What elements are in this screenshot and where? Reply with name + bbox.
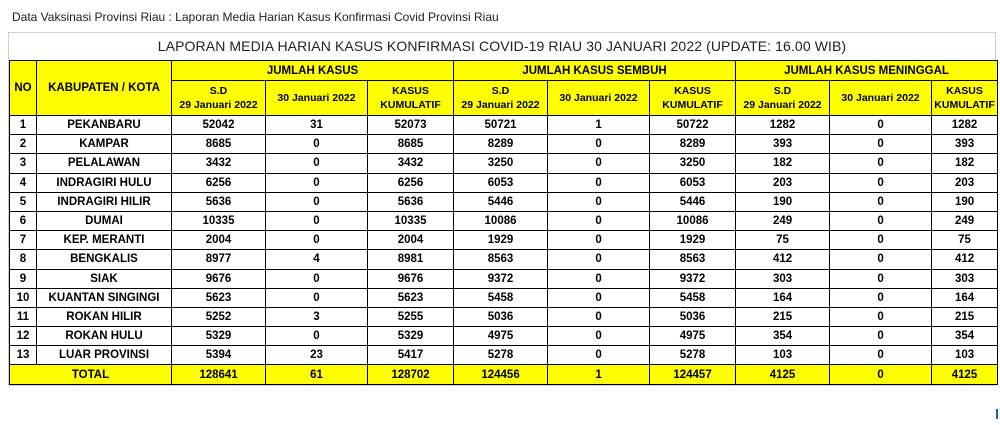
row-value-cell: 0 bbox=[266, 173, 368, 192]
row-value-cell: 50722 bbox=[650, 116, 736, 135]
row-value-cell: 8289 bbox=[650, 135, 736, 154]
row-value-cell: 6053 bbox=[650, 173, 736, 192]
row-value-cell: 0 bbox=[266, 327, 368, 346]
row-value-cell: 5446 bbox=[650, 192, 736, 211]
row-number: 1 bbox=[10, 116, 37, 135]
row-value-cell: 0 bbox=[830, 231, 932, 250]
row-number: 9 bbox=[10, 269, 37, 288]
row-value-cell: 8563 bbox=[650, 250, 736, 269]
row-value-cell: 0 bbox=[266, 192, 368, 211]
row-value-cell: 8563 bbox=[454, 250, 548, 269]
header-kumulatif-line1: KASUS bbox=[946, 85, 983, 97]
row-value-cell: 8685 bbox=[368, 135, 454, 154]
header-sd-label: S.D bbox=[491, 85, 510, 97]
row-value-cell: 190 bbox=[932, 192, 998, 211]
table-row bbox=[10, 307, 998, 326]
header-kumulatif-line2: KUMULATIF bbox=[380, 99, 441, 111]
row-value-cell: 10086 bbox=[650, 211, 736, 230]
row-number: 6 bbox=[10, 211, 37, 230]
row-value-cell: 1929 bbox=[650, 231, 736, 250]
row-number: 3 bbox=[10, 154, 37, 173]
row-value-cell: 0 bbox=[830, 173, 932, 192]
row-value-cell: 103 bbox=[736, 346, 830, 365]
row-value-cell: 0 bbox=[266, 288, 368, 307]
row-number: 8 bbox=[10, 250, 37, 269]
row-value-cell: 0 bbox=[548, 154, 650, 173]
row-kabupaten-name: LUAR PROVINSI bbox=[37, 346, 172, 365]
row-value-cell: 1282 bbox=[932, 116, 998, 135]
row-value-cell: 0 bbox=[830, 269, 932, 288]
row-number: 4 bbox=[10, 173, 37, 192]
row-value-cell: 2004 bbox=[368, 231, 454, 250]
header-kumulatif-line1: KASUS bbox=[392, 85, 429, 97]
row-value-cell: 5417 bbox=[368, 346, 454, 365]
row-value-cell: 0 bbox=[830, 327, 932, 346]
row-value-cell: 0 bbox=[266, 231, 368, 250]
row-value-cell: 5255 bbox=[368, 307, 454, 326]
total-value-cell: 128641 bbox=[172, 365, 266, 384]
row-number: 7 bbox=[10, 231, 37, 250]
row-value-cell: 8685 bbox=[172, 135, 266, 154]
row-value-cell: 0 bbox=[830, 116, 932, 135]
row-value-cell: 5329 bbox=[172, 327, 266, 346]
header-today-date: 30 Januari 2022 bbox=[277, 92, 356, 104]
row-value-cell: 23 bbox=[266, 346, 368, 365]
row-value-cell: 8977 bbox=[172, 250, 266, 269]
header-today-date: 30 Januari 2022 bbox=[559, 92, 638, 104]
total-value-cell: 4125 bbox=[932, 365, 998, 384]
row-kabupaten-name: SIAK bbox=[37, 269, 172, 288]
header-kumulatif-jumlah-kasus bbox=[368, 81, 454, 116]
row-value-cell: 1282 bbox=[736, 116, 830, 135]
row-value-cell: 5329 bbox=[368, 327, 454, 346]
row-value-cell: 5036 bbox=[454, 307, 548, 326]
row-number: 5 bbox=[10, 192, 37, 211]
total-value-cell: 124457 bbox=[650, 365, 736, 384]
row-value-cell: 6256 bbox=[368, 173, 454, 192]
row-number: 2 bbox=[10, 135, 37, 154]
header-sd-jumlah-kasus bbox=[172, 81, 266, 116]
row-value-cell: 0 bbox=[548, 346, 650, 365]
row-value-cell: 8289 bbox=[454, 135, 548, 154]
row-kabupaten-name: BENGKALIS bbox=[37, 250, 172, 269]
table-row bbox=[10, 346, 998, 365]
table-row bbox=[10, 116, 998, 135]
row-value-cell: 1 bbox=[548, 116, 650, 135]
header-sd-date: 29 Januari 2022 bbox=[743, 99, 822, 111]
report-title: LAPORAN MEDIA HARIAN KASUS KONFIRMASI COVID-19 RIAU 30 JANUARI 2022 (UPDATE: 16.00 WIB) bbox=[157, 38, 847, 54]
row-value-cell: 9372 bbox=[454, 269, 548, 288]
row-value-cell: 182 bbox=[932, 154, 998, 173]
row-value-cell: 5636 bbox=[368, 192, 454, 211]
row-value-cell: 3432 bbox=[172, 154, 266, 173]
header-sd-date: 29 Januari 2022 bbox=[179, 99, 258, 111]
row-value-cell: 412 bbox=[736, 250, 830, 269]
row-value-cell: 354 bbox=[736, 327, 830, 346]
row-value-cell: 5278 bbox=[650, 346, 736, 365]
row-value-cell: 0 bbox=[548, 288, 650, 307]
total-value-cell: 0 bbox=[830, 365, 932, 384]
row-value-cell: 103 bbox=[932, 346, 998, 365]
row-number: 10 bbox=[10, 288, 37, 307]
header-today-jumlah-kasus bbox=[266, 81, 368, 116]
row-value-cell: 10335 bbox=[172, 211, 266, 230]
header-kabupaten: KABUPATEN / KOTA bbox=[37, 61, 172, 116]
header-today-kasus-sembuh bbox=[548, 81, 650, 116]
row-value-cell: 1929 bbox=[454, 231, 548, 250]
row-value-cell: 0 bbox=[548, 269, 650, 288]
row-value-cell: 215 bbox=[932, 307, 998, 326]
row-number: 11 bbox=[10, 307, 37, 326]
total-label: TOTAL bbox=[10, 365, 172, 384]
row-value-cell: 6053 bbox=[454, 173, 548, 192]
row-value-cell: 0 bbox=[830, 135, 932, 154]
row-value-cell: 164 bbox=[736, 288, 830, 307]
total-value-cell: 124456 bbox=[454, 365, 548, 384]
row-value-cell: 3432 bbox=[368, 154, 454, 173]
row-value-cell: 393 bbox=[932, 135, 998, 154]
total-value-cell: 1 bbox=[548, 365, 650, 384]
row-value-cell: 0 bbox=[548, 135, 650, 154]
row-kabupaten-name: KUANTAN SINGINGI bbox=[37, 288, 172, 307]
header-sd-kasus-meninggal bbox=[736, 81, 830, 116]
table-row bbox=[10, 269, 998, 288]
header-kumulatif-kasus-sembuh bbox=[650, 81, 736, 116]
row-value-cell: 10335 bbox=[368, 211, 454, 230]
table-row bbox=[10, 154, 998, 173]
row-value-cell: 5394 bbox=[172, 346, 266, 365]
row-kabupaten-name: PELALAWAN bbox=[37, 154, 172, 173]
row-value-cell: 3250 bbox=[454, 154, 548, 173]
row-value-cell: 0 bbox=[830, 192, 932, 211]
row-value-cell: 4975 bbox=[454, 327, 548, 346]
table-row bbox=[10, 250, 998, 269]
row-value-cell: 0 bbox=[548, 327, 650, 346]
row-kabupaten-name: ROKAN HILIR bbox=[37, 307, 172, 326]
header-kumulatif-line1: KASUS bbox=[674, 85, 711, 97]
page-caption: Data Vaksinasi Provinsi Riau : Laporan Media Harian Kasus Konfirmasi Covid Provinsi Riau bbox=[12, 10, 499, 24]
report-panel bbox=[8, 32, 996, 386]
row-value-cell: 182 bbox=[736, 154, 830, 173]
row-value-cell: 412 bbox=[932, 250, 998, 269]
row-value-cell: 4 bbox=[266, 250, 368, 269]
row-value-cell: 190 bbox=[736, 192, 830, 211]
row-value-cell: 0 bbox=[830, 154, 932, 173]
row-value-cell: 9372 bbox=[650, 269, 736, 288]
table-row bbox=[10, 173, 998, 192]
row-value-cell: 5636 bbox=[172, 192, 266, 211]
row-value-cell: 9676 bbox=[368, 269, 454, 288]
header-sd-kasus-sembuh bbox=[454, 81, 548, 116]
row-value-cell: 5278 bbox=[454, 346, 548, 365]
row-value-cell: 5458 bbox=[454, 288, 548, 307]
row-value-cell: 249 bbox=[736, 211, 830, 230]
row-value-cell: 0 bbox=[548, 211, 650, 230]
row-value-cell: 5623 bbox=[368, 288, 454, 307]
row-value-cell: 393 bbox=[736, 135, 830, 154]
header-kumulatif-kasus-meninggal bbox=[932, 81, 998, 116]
table-row bbox=[10, 211, 998, 230]
row-value-cell: 5446 bbox=[454, 192, 548, 211]
row-number: 12 bbox=[10, 327, 37, 346]
row-value-cell: 5458 bbox=[650, 288, 736, 307]
total-value-cell: 61 bbox=[266, 365, 368, 384]
row-value-cell: 2004 bbox=[172, 231, 266, 250]
row-value-cell: 3 bbox=[266, 307, 368, 326]
row-value-cell: 52073 bbox=[368, 116, 454, 135]
header-no: NO bbox=[10, 61, 37, 116]
row-value-cell: 75 bbox=[736, 231, 830, 250]
table-row bbox=[10, 288, 998, 307]
row-value-cell: 0 bbox=[830, 288, 932, 307]
row-value-cell: 164 bbox=[932, 288, 998, 307]
row-value-cell: 0 bbox=[830, 346, 932, 365]
scroll-marker bbox=[996, 409, 998, 419]
header-sd-date: 29 Januari 2022 bbox=[461, 99, 540, 111]
row-value-cell: 0 bbox=[548, 173, 650, 192]
row-value-cell: 0 bbox=[266, 211, 368, 230]
row-value-cell: 354 bbox=[932, 327, 998, 346]
row-value-cell: 0 bbox=[266, 154, 368, 173]
row-value-cell: 75 bbox=[932, 231, 998, 250]
row-value-cell: 215 bbox=[736, 307, 830, 326]
table-row bbox=[10, 327, 998, 346]
row-value-cell: 0 bbox=[548, 192, 650, 211]
header-group-jumlah-kasus: JUMLAH KASUS bbox=[172, 61, 454, 81]
row-kabupaten-name: PEKANBARU bbox=[37, 116, 172, 135]
row-value-cell: 0 bbox=[266, 135, 368, 154]
row-value-cell: 9676 bbox=[172, 269, 266, 288]
row-value-cell: 303 bbox=[736, 269, 830, 288]
row-number: 13 bbox=[10, 346, 37, 365]
header-today-kasus-meninggal bbox=[830, 81, 932, 116]
header-sd-label: S.D bbox=[773, 85, 792, 97]
row-value-cell: 4975 bbox=[650, 327, 736, 346]
row-value-cell: 0 bbox=[830, 211, 932, 230]
row-value-cell: 0 bbox=[548, 231, 650, 250]
row-value-cell: 3250 bbox=[650, 154, 736, 173]
row-kabupaten-name: KAMPAR bbox=[37, 135, 172, 154]
row-value-cell: 0 bbox=[266, 269, 368, 288]
row-value-cell: 0 bbox=[548, 307, 650, 326]
total-value-cell: 4125 bbox=[736, 365, 830, 384]
header-today-date: 30 Januari 2022 bbox=[841, 92, 920, 104]
row-value-cell: 0 bbox=[548, 250, 650, 269]
row-value-cell: 5036 bbox=[650, 307, 736, 326]
header-sd-label: S.D bbox=[209, 85, 228, 97]
row-value-cell: 203 bbox=[932, 173, 998, 192]
row-kabupaten-name: INDRAGIRI HILIR bbox=[37, 192, 172, 211]
row-value-cell: 5623 bbox=[172, 288, 266, 307]
row-kabupaten-name: ROKAN HULU bbox=[37, 327, 172, 346]
table-row bbox=[10, 192, 998, 211]
row-value-cell: 50721 bbox=[454, 116, 548, 135]
total-value-cell: 128702 bbox=[368, 365, 454, 384]
row-value-cell: 203 bbox=[736, 173, 830, 192]
row-value-cell: 31 bbox=[266, 116, 368, 135]
row-value-cell: 5252 bbox=[172, 307, 266, 326]
header-kumulatif-line2: KUMULATIF bbox=[662, 99, 723, 111]
row-value-cell: 6256 bbox=[172, 173, 266, 192]
row-value-cell: 10086 bbox=[454, 211, 548, 230]
row-value-cell: 303 bbox=[932, 269, 998, 288]
row-kabupaten-name: DUMAI bbox=[37, 211, 172, 230]
row-kabupaten-name: KEP. MERANTI bbox=[37, 231, 172, 250]
row-value-cell: 8981 bbox=[368, 250, 454, 269]
row-value-cell: 0 bbox=[830, 307, 932, 326]
header-kumulatif-line2: KUMULATIF bbox=[934, 99, 995, 111]
header-group-kasus-sembuh: JUMLAH KASUS SEMBUH bbox=[454, 61, 736, 81]
row-kabupaten-name: INDRAGIRI HULU bbox=[37, 173, 172, 192]
covid-cases-table bbox=[9, 60, 998, 385]
row-value-cell: 249 bbox=[932, 211, 998, 230]
row-value-cell: 52042 bbox=[172, 116, 266, 135]
table-row bbox=[10, 231, 998, 250]
table-row bbox=[10, 135, 998, 154]
header-group-kasus-meninggal: JUMLAH KASUS MENINGGAL bbox=[736, 61, 998, 81]
row-value-cell: 0 bbox=[830, 250, 932, 269]
total-row bbox=[10, 365, 998, 384]
